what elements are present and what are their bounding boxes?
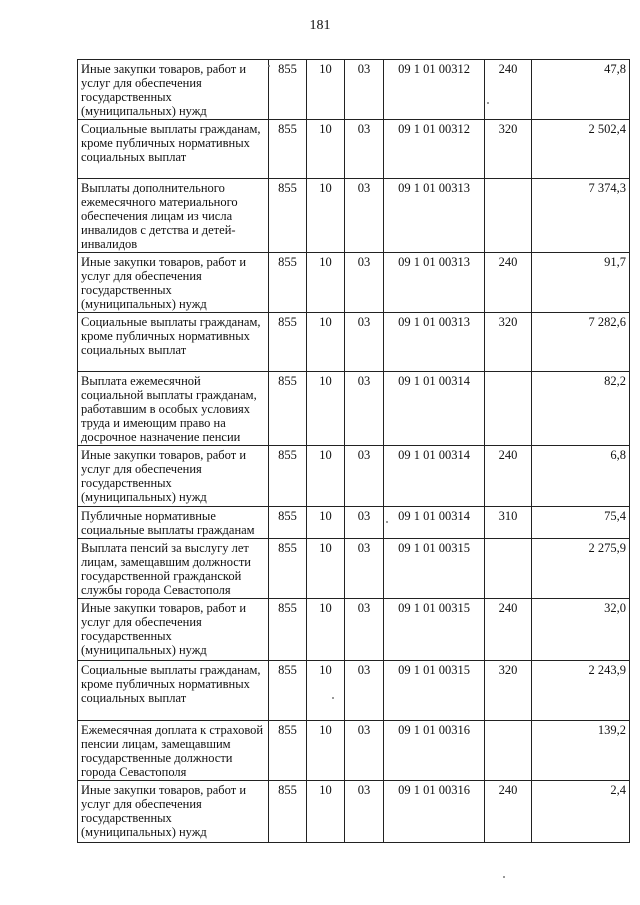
expense-name: Выплата ежемесячной социальной выплаты гражданам, работавшим в особых условиях труда и имеющим право на досрочное назначение пенсии	[78, 372, 269, 446]
subsection-code: 03	[345, 599, 384, 661]
subsection-code: 03	[345, 539, 384, 599]
expense-type-code: 240	[485, 781, 532, 843]
table-row	[78, 372, 630, 446]
ministry-code: 855	[269, 446, 307, 507]
expense-name: Выплаты дополнительного ежемесячного материального обеспечения лицам из числа инвалидов с детства и детей-инвалидов	[78, 179, 269, 253]
scan-speck	[268, 65, 270, 67]
amount: 2 243,9	[532, 661, 630, 721]
amount: 2 502,4	[532, 120, 630, 179]
table-row	[78, 60, 630, 120]
subsection-code: 03	[345, 781, 384, 843]
target-article-code: 09 1 01 00312	[384, 60, 485, 120]
table-row	[78, 120, 630, 179]
expense-type-code: 240	[485, 60, 532, 120]
amount: 91,7	[532, 253, 630, 313]
ministry-code: 855	[269, 599, 307, 661]
section-code: 10	[307, 446, 345, 507]
section-code: 10	[307, 372, 345, 446]
target-article-code: 09 1 01 00314	[384, 507, 485, 539]
expense-name: Выплата пенсий за выслугу лет лицам, замещавшим должности государственной гражданской службы города Севастополя	[78, 539, 269, 599]
expense-name: Иные закупки товаров, работ и услуг для обеспечения государственных (муниципальных) нужд	[78, 60, 269, 120]
expense-type-code: 320	[485, 661, 532, 721]
expense-type-code: 320	[485, 120, 532, 179]
expense-name: Социальные выплаты гражданам, кроме публичных нормативных социальных выплат	[78, 661, 269, 721]
ministry-code: 855	[269, 507, 307, 539]
amount: 2 275,9	[532, 539, 630, 599]
subsection-code: 03	[345, 721, 384, 781]
target-article-code: 09 1 01 00314	[384, 372, 485, 446]
ministry-code: 855	[269, 179, 307, 253]
target-article-code: 09 1 01 00313	[384, 313, 485, 372]
table-row	[78, 599, 630, 661]
subsection-code: 03	[345, 60, 384, 120]
target-article-code: 09 1 01 00313	[384, 179, 485, 253]
section-code: 10	[307, 253, 345, 313]
scan-speck	[332, 697, 334, 699]
subsection-code: 03	[345, 313, 384, 372]
section-code: 10	[307, 721, 345, 781]
ministry-code: 855	[269, 60, 307, 120]
expense-type-code	[485, 721, 532, 781]
amount: 82,2	[532, 372, 630, 446]
ministry-code: 855	[269, 539, 307, 599]
ministry-code: 855	[269, 781, 307, 843]
page-number: 181	[309, 18, 331, 33]
section-code: 10	[307, 539, 345, 599]
ministry-code: 855	[269, 253, 307, 313]
scan-speck	[386, 521, 388, 523]
amount: 6,8	[532, 446, 630, 507]
expense-type-code: 320	[485, 313, 532, 372]
ministry-code: 855	[269, 661, 307, 721]
subsection-code: 03	[345, 179, 384, 253]
section-code: 10	[307, 661, 345, 721]
amount: 7 282,6	[532, 313, 630, 372]
target-article-code: 09 1 01 00316	[384, 721, 485, 781]
budget-table	[77, 59, 630, 843]
expense-type-code: 240	[485, 253, 532, 313]
ministry-code: 855	[269, 313, 307, 372]
expense-name: Ежемесячная доплата к страховой пенсии лицам, замещавшим государственные должности города Севастополя	[78, 721, 269, 781]
amount: 2,4	[532, 781, 630, 843]
ministry-code: 855	[269, 372, 307, 446]
expense-name: Социальные выплаты гражданам, кроме публичных нормативных социальных выплат	[78, 120, 269, 179]
expense-name: Публичные нормативные социальные выплаты гражданам	[78, 507, 269, 539]
expense-name: Иные закупки товаров, работ и услуг для обеспечения государственных (муниципальных) нужд	[78, 599, 269, 661]
expense-type-code	[485, 539, 532, 599]
target-article-code: 09 1 01 00315	[384, 661, 485, 721]
subsection-code: 03	[345, 120, 384, 179]
amount: 47,8	[532, 60, 630, 120]
table-row	[78, 179, 630, 253]
section-code: 10	[307, 179, 345, 253]
expense-name: Иные закупки товаров, работ и услуг для обеспечения государственных (муниципальных) нужд	[78, 781, 269, 843]
amount: 7 374,3	[532, 179, 630, 253]
expense-type-code: 310	[485, 507, 532, 539]
section-code: 10	[307, 599, 345, 661]
section-code: 10	[307, 60, 345, 120]
section-code: 10	[307, 781, 345, 843]
scan-speck	[503, 876, 505, 878]
expense-type-code: 240	[485, 446, 532, 507]
table-row	[78, 507, 630, 539]
expense-type-code: 240	[485, 599, 532, 661]
ministry-code: 855	[269, 721, 307, 781]
section-code: 10	[307, 507, 345, 539]
subsection-code: 03	[345, 507, 384, 539]
expense-name: Иные закупки товаров, работ и услуг для обеспечения государственных (муниципальных) нужд	[78, 253, 269, 313]
section-code: 10	[307, 120, 345, 179]
expense-name: Социальные выплаты гражданам, кроме публичных нормативных социальных выплат	[78, 313, 269, 372]
target-article-code: 09 1 01 00314	[384, 446, 485, 507]
table-row	[78, 446, 630, 507]
section-code: 10	[307, 313, 345, 372]
amount: 139,2	[532, 721, 630, 781]
target-article-code: 09 1 01 00316	[384, 781, 485, 843]
subsection-code: 03	[345, 372, 384, 446]
target-article-code: 09 1 01 00315	[384, 539, 485, 599]
expense-type-code	[485, 179, 532, 253]
amount: 75,4	[532, 507, 630, 539]
table-row	[78, 313, 630, 372]
table-body	[78, 60, 630, 843]
table-row	[78, 781, 630, 843]
table-row	[78, 253, 630, 313]
subsection-code: 03	[345, 446, 384, 507]
scan-speck	[487, 102, 489, 104]
expense-name: Иные закупки товаров, работ и услуг для обеспечения государственных (муниципальных) нужд	[78, 446, 269, 507]
table-row	[78, 661, 630, 721]
target-article-code: 09 1 01 00313	[384, 253, 485, 313]
subsection-code: 03	[345, 661, 384, 721]
amount: 32,0	[532, 599, 630, 661]
expense-type-code	[485, 372, 532, 446]
table-row	[78, 539, 630, 599]
target-article-code: 09 1 01 00312	[384, 120, 485, 179]
subsection-code: 03	[345, 253, 384, 313]
table-row	[78, 721, 630, 781]
target-article-code: 09 1 01 00315	[384, 599, 485, 661]
ministry-code: 855	[269, 120, 307, 179]
